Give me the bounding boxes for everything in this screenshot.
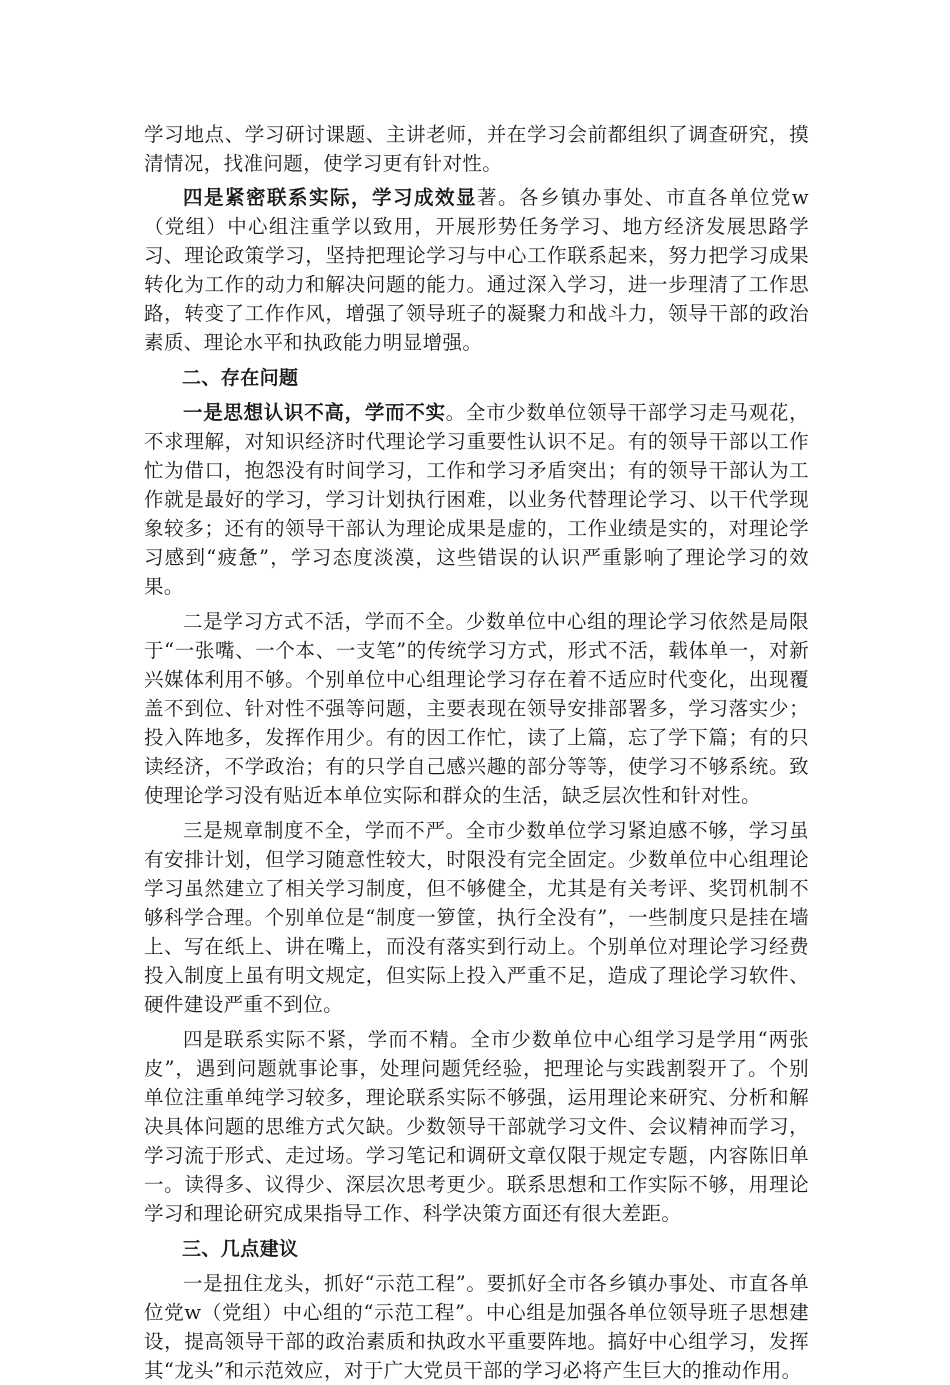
section-heading-problems: 二、存在问题 — [182, 367, 299, 389]
document-page — [144, 120, 809, 1385]
paragraph-problem-1 — [144, 398, 809, 601]
paragraph-lead: 四是紧密联系实际，学习成效显 — [183, 186, 477, 209]
paragraph-problem-2: 二是学习方式不活，学而不全。少数单位中心组的理论学习依然是局限于“一张嘴、一个本、一支笔”的传统学习方式，形式不活，载体单一，对新兴媒体利用不够。个别单位中心组理论学习存在着不适应时代变化，出现覆盖不到位、针对性不强等问题，主要表现在领导安排部署多，学习落实少；投入阵地多，发挥作用少。有的因工作忙，读了上篇，忘了学下篇；有的只读经济，不学政治；有的只学自己感兴趣的部分等等，使学习不够系统。致使理论学习没有贴近本单位实际和群众的生活，缺乏层次性和针对性。 — [144, 610, 809, 807]
paragraph-suggestion-1: 一是扭住龙头，抓好“示范工程”。要抓好全市各乡镇办事处、市直各单位党w（党组）中心组的“示范工程”。中心组是加强各单位领导班子思想建设，提高领导干部的政治素质和执政水平重要阵地。搞好中心组学习，发挥其“龙头”和示范效应，对于广大党员干部的学习必将产生巨大的推动作用。 — [144, 1272, 809, 1382]
paragraph-problem-4: 四是联系实际不紧，学而不精。全市少数单位中心组学习是学用“两张皮”，遇到问题就事论事，处理问题凭经验，把理论与实践割裂开了。个别单位注重单纯学习较多，理论联系实际不够强，运用理论来研究、分析和解决具体问题的思维方式欠缺。少数领导干部就学习文件、会议精神而学习，学习流于形式、走过场。学习笔记和调研文章仅限于规定专题，内容陈旧单一。读得多、议得少、深层次思考更少。联系思想和工作实际不够，用理论学习和理论研究成果指导工作、科学决策方面还有很大差距。 — [144, 1028, 809, 1225]
paragraph-lead: 一是思想认识不高，学而不实 — [183, 401, 446, 424]
paragraph-problem-3: 三是规章制度不全，学而不严。全市少数单位学习紧迫感不够，学习虽有安排计划，但学习随意性较大，时限没有完全固定。少数单位中心组理论学习虽然建立了相关学习制度，但不够健全，尤其是有关考评、奖罚机制不够科学合理。个别单位是“制度一箩筐，执行全没有”，一些制度只是挂在墙上、写在纸上、讲在嘴上，而没有落实到行动上。个别单位对理论学习经费投入制度上虽有明文规定，但实际上投入严重不足，造成了理论学习软件、硬件建设严重不到位。 — [144, 819, 809, 1016]
paragraph-body: 。全市少数单位领导干部学习走马观花，不求理解，对知识经济时代理论学习重要性认识不足。有的领导干部以工作忙为借口，抱怨没有时间学习，工作和学习矛盾突出；有的领导干部认为工作就是最好的学习，学习计划执行困难，以业务代替理论学习、以干代学现象较多；还有的领导干部认为理论成果是虚的，工作业绩是实的，对理论学习感到“疲惫”，学习态度淡漠，这些错误的认识严重影响了理论学习的效果。 — [144, 401, 809, 598]
paragraph-body: 著。各乡镇办事处、市直各单位党w（党组）中心组注重学以致用，开展形势任务学习、地方经济发展思路学习、理论政策学习，坚持把理论学习与中心工作联系起来，努力把学习成果转化为工作的动力和解决问题的能力。通过深入学习，进一步理清了工作思路，转变了工作作风，增强了领导班子的凝聚力和战斗力，领导干部的政治素质、理论水平和执政能力明显增强。 — [144, 186, 809, 354]
section-heading-suggestions: 三、几点建议 — [182, 1238, 299, 1260]
paragraph-practice — [144, 183, 809, 357]
paragraph-continued: 学习地点、学习研讨课题、主讲老师，并在学习会前都组织了调查研究，摸清情况，找准问题，使学习更有针对性。 — [144, 123, 809, 175]
